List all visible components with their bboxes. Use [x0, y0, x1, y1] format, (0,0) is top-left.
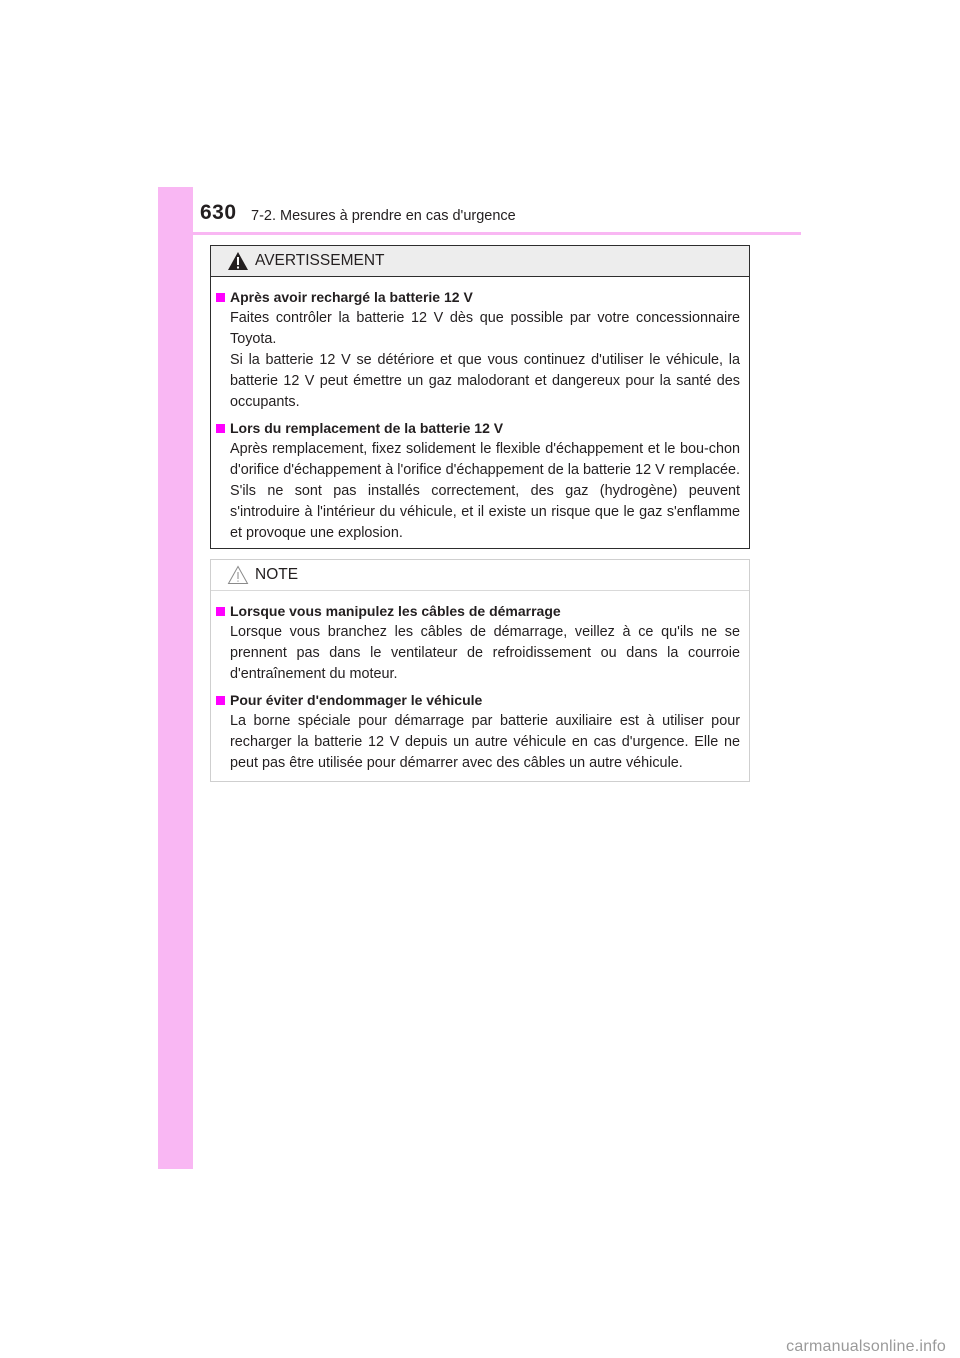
notice-heading: NOTE: [255, 566, 299, 583]
notice-header: [211, 560, 749, 591]
bullet-square-icon: [216, 607, 225, 616]
warning-item: [216, 287, 740, 413]
warning-header: [211, 246, 749, 277]
bullet-square-icon: [216, 696, 225, 705]
chapter-title: 7-2. Mesures à prendre en cas d'urgence: [251, 208, 516, 224]
notice-body: [211, 591, 749, 774]
watermark: carmanualsonline.info: [786, 1338, 946, 1355]
warning-item: [216, 418, 740, 544]
notice-item: [216, 601, 740, 685]
item-title: Après avoir rechargé la batterie 12 V: [230, 289, 473, 305]
header-rule: [158, 232, 801, 235]
bullet-square-icon: [216, 293, 225, 302]
notice-item: [216, 690, 740, 774]
item-title: Pour éviter d'endommager le véhicule: [230, 692, 483, 708]
item-paragraph: Après remplacement, fixez solidement le flexible d'échappement et le bou-chon d'orifice d'échappement à l'orifice d'échappement de la batterie 12 V remplacée. S'ils ne sont pas installés correctement, des gaz (hydrogène) peuvent s'introduire à l'intérieur du véhicule, et il existe un risque que le gaz s'enflamme et provoque une explosion.: [230, 441, 740, 541]
bullet-square-icon: [216, 424, 225, 433]
notice-box: [210, 559, 750, 782]
item-title: Lors du remplacement de la batterie 12 V: [230, 420, 504, 436]
item-title: Lorsque vous manipulez les câbles de démarrage: [230, 603, 561, 619]
caution-triangle-outline-icon: [227, 565, 249, 585]
warning-body: [211, 277, 749, 544]
item-paragraph: Faites contrôler la batterie 12 V dès que possible par votre concessionnaire Toyota.: [230, 310, 740, 347]
item-paragraph: La borne spéciale pour démarrage par batterie auxiliaire est à utiliser pour recharger la batterie 12 V depuis un autre véhicule en cas d'urgence. Elle ne peut pas être utilisée pour démarrer avec des câbles un autre véhicule.: [230, 713, 740, 771]
side-color-strip: [158, 187, 193, 1169]
page-number: 630: [200, 201, 237, 224]
item-paragraph: Si la batterie 12 V se détériore et que vous continuez d'utiliser le véhicule, la batterie 12 V peut émettre un gaz malodorant et dangereux pour la santé des occupants.: [230, 352, 740, 410]
warning-box: [210, 245, 750, 549]
warning-heading: AVERTISSEMENT: [255, 252, 385, 269]
warning-triangle-icon: [227, 251, 249, 271]
item-paragraph: Lorsque vous branchez les câbles de démarrage, veillez à ce qu'ils ne se prennent pas dans le ventilateur de refroidissement ou dans la courroie d'entraînement du moteur.: [230, 624, 740, 682]
